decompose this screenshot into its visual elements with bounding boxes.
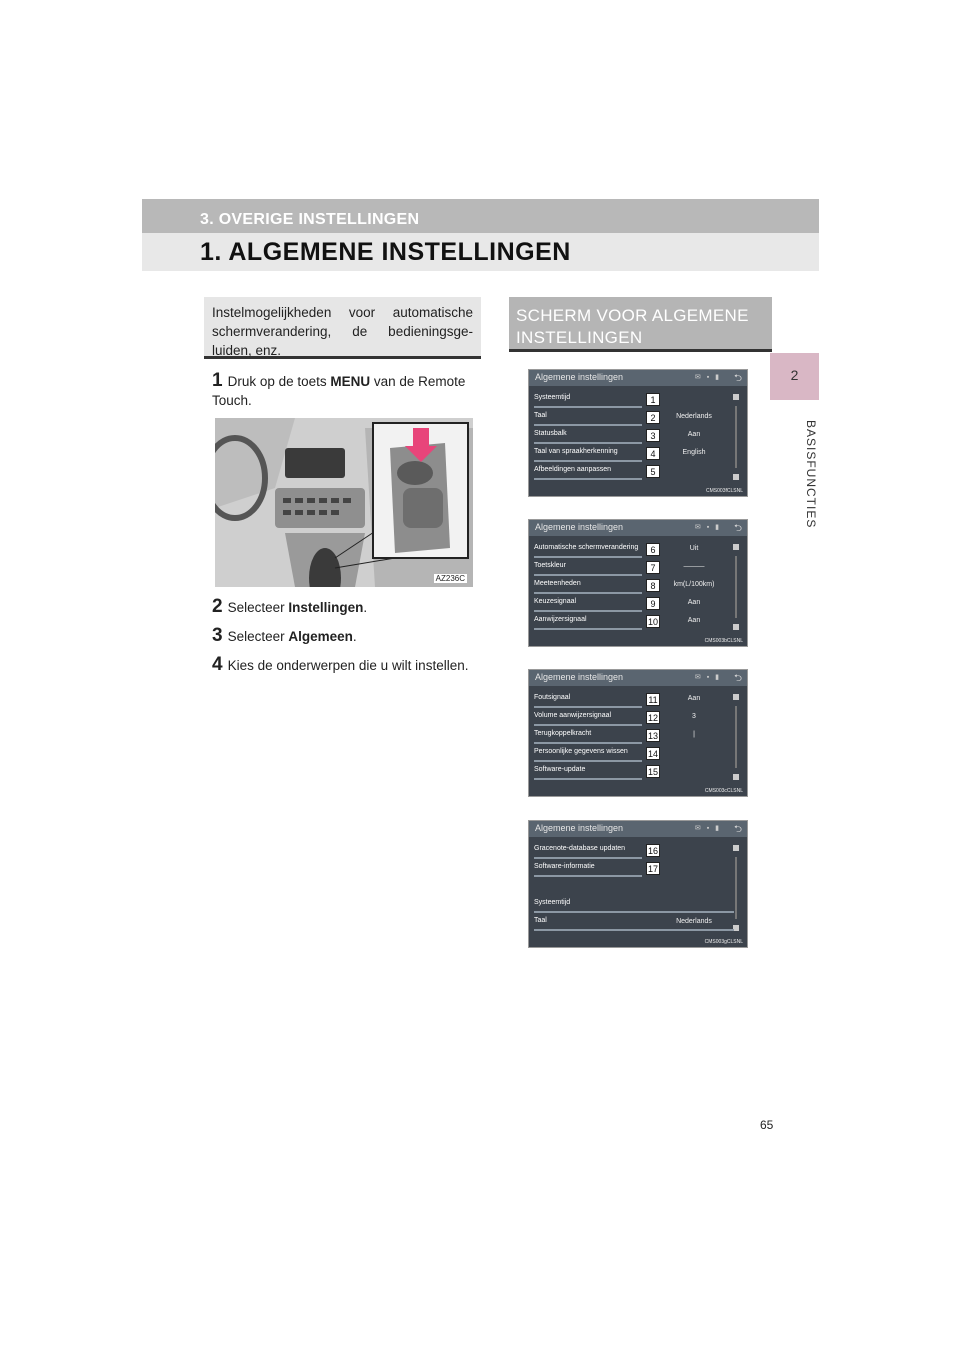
setting-label: Aanwijzersignaal <box>534 616 587 623</box>
callout-number: 13 <box>647 731 658 741</box>
setting-row[interactable] <box>534 710 740 727</box>
setting-row[interactable] <box>534 578 740 595</box>
setting-label: Statusbalk <box>534 430 567 437</box>
callout-number: 4 <box>646 447 660 460</box>
callout-number: 6 <box>646 543 660 556</box>
setting-row[interactable] <box>534 861 740 878</box>
step-text-post: van de Remote Touch. <box>212 374 466 408</box>
setting-label: Terugkoppelkracht <box>534 730 592 737</box>
chapter-label: BASISFUNCTIES <box>804 420 818 529</box>
step-text: Druk op de toets <box>227 374 331 389</box>
screen-title: Algemene instellingen <box>535 823 624 833</box>
step-4 <box>212 655 468 675</box>
setting-label: Software-update <box>534 766 586 773</box>
callout-number: 15 <box>647 767 658 777</box>
callout-number: 2 <box>646 411 660 424</box>
callout-number: 9 <box>646 597 660 610</box>
setting-row[interactable] <box>534 392 740 409</box>
setting-label: Afbeeldingen aanpassen <box>534 466 612 473</box>
back-icon[interactable]: ⮌ <box>733 523 742 534</box>
step-bold: Algemeen <box>288 629 353 644</box>
screen-title: Algemene instellingen <box>535 372 624 382</box>
setting-row[interactable] <box>534 728 740 745</box>
intro-box: Instelmogelijkheden voor automatische schermverandering, de bedieningsge-luiden, enz. <box>204 297 481 359</box>
setting-label: Gracenote-database updaten <box>534 845 626 852</box>
settings-screen-4 <box>528 820 748 948</box>
setting-value: km(L/100km) <box>673 581 715 588</box>
setting-value: English <box>682 449 706 456</box>
step-2 <box>212 597 367 617</box>
setting-label: Persoonlijke gegevens wissen <box>534 748 628 755</box>
back-icon[interactable]: ⮌ <box>733 824 742 835</box>
setting-label: Foutsignaal <box>534 694 571 701</box>
setting-row[interactable] <box>534 560 740 577</box>
setting-value: Uit <box>689 545 699 552</box>
screen-title: Algemene instellingen <box>535 522 624 532</box>
status-icons: ✉ ▪ ▮ <box>694 825 721 832</box>
setting-label: Meeteenheden <box>534 580 581 587</box>
step-number: 2 <box>212 596 223 617</box>
step-text: Kies de onderwerpen die u wilt instellen. <box>227 658 469 673</box>
page-number: 65 <box>760 1118 774 1132</box>
callout-number: 5 <box>646 465 660 478</box>
console-photo <box>215 418 473 587</box>
setting-row[interactable] <box>534 897 740 914</box>
chapter-tab <box>770 353 819 400</box>
status-icons: ✉ ▪ ▮ <box>694 524 721 531</box>
setting-label: Software-informatie <box>534 863 595 870</box>
setting-label: Automatische schermverandering <box>534 544 639 551</box>
callout-number: 7 <box>646 561 660 574</box>
setting-row[interactable] <box>534 614 740 631</box>
step-number: 4 <box>212 654 223 675</box>
step-number: 1 <box>212 370 223 391</box>
setting-label: Keuzesignaal <box>534 598 577 605</box>
setting-label: Taal <box>534 412 547 419</box>
screen-code: CMS003cCLSNL <box>704 788 743 794</box>
step-text: Selecteer <box>227 629 289 644</box>
settings-screen-3 <box>528 669 748 797</box>
callout-number: 1 <box>646 393 660 406</box>
setting-label: Volume aanwijzersignaal <box>534 712 612 719</box>
status-icons: ✉ ▪ ▮ <box>694 674 721 681</box>
screen-title: Algemene instellingen <box>535 672 624 682</box>
callout-number: 3 <box>646 429 660 442</box>
step-3 <box>212 626 357 646</box>
setting-row[interactable] <box>534 428 740 445</box>
step-bold: Instellingen <box>288 600 364 615</box>
page-title: 1. ALGEMENE INSTELLINGEN <box>200 238 571 266</box>
console-illustration <box>215 418 473 587</box>
setting-label: Systeemtijd <box>534 899 571 906</box>
callout-number: 17 <box>647 864 658 874</box>
setting-label: Taal van spraakherkenning <box>534 448 618 455</box>
screen-code: CMS003gCLSNL <box>704 939 743 945</box>
setting-value: Aan <box>687 617 701 624</box>
step-text: Selecteer <box>227 600 289 615</box>
callout-number: 16 <box>647 846 658 856</box>
callout-number: 10 <box>647 617 658 627</box>
setting-row[interactable] <box>534 446 740 463</box>
setting-value: 3 <box>692 713 696 720</box>
back-icon[interactable]: ⮌ <box>733 673 742 684</box>
setting-row[interactable] <box>534 746 740 763</box>
setting-label: Systeemtijd <box>534 394 571 401</box>
setting-value: Aan <box>687 695 701 702</box>
setting-row[interactable] <box>534 596 740 613</box>
setting-value: ——— <box>683 563 705 570</box>
step-text-post: . <box>363 600 368 615</box>
screen-section-heading: SCHERM VOOR ALGEMENE INSTELLINGEN <box>509 297 772 352</box>
step-1 <box>212 371 482 410</box>
image-code: AZ236C <box>435 574 465 583</box>
setting-row[interactable] <box>534 542 740 559</box>
screen-code: CMS003bCLSNL <box>704 638 743 644</box>
step-bold: MENU <box>330 374 371 389</box>
callout-number: 11 <box>646 693 660 706</box>
setting-value: | <box>693 731 695 738</box>
settings-screen-1 <box>528 369 748 497</box>
setting-label: Toetskleur <box>534 562 566 569</box>
step-number: 3 <box>212 625 223 646</box>
callout-number: 8 <box>646 579 660 592</box>
setting-value: Nederlands <box>676 918 712 925</box>
back-icon[interactable]: ⮌ <box>733 373 742 384</box>
chapter-number: 2 <box>790 367 799 383</box>
setting-value: Aan <box>687 431 701 438</box>
step-text-post: . <box>352 629 357 644</box>
callout-number: 12 <box>647 713 658 723</box>
screen-code: CMS003fCLSNL <box>706 488 743 494</box>
setting-label: Taal <box>534 917 547 924</box>
setting-row[interactable] <box>534 692 740 709</box>
setting-row[interactable] <box>534 410 740 427</box>
setting-row[interactable] <box>534 464 740 481</box>
setting-row[interactable] <box>534 843 740 860</box>
setting-value: Aan <box>687 599 701 606</box>
setting-row[interactable] <box>534 764 740 781</box>
setting-row[interactable] <box>534 915 740 932</box>
settings-screen-2 <box>528 519 748 647</box>
callout-number: 14 <box>647 749 658 759</box>
section-title: 3. OVERIGE INSTELLINGEN <box>200 211 420 228</box>
status-icons: ✉ ▪ ▮ <box>694 374 721 381</box>
setting-value: Nederlands <box>676 413 712 420</box>
